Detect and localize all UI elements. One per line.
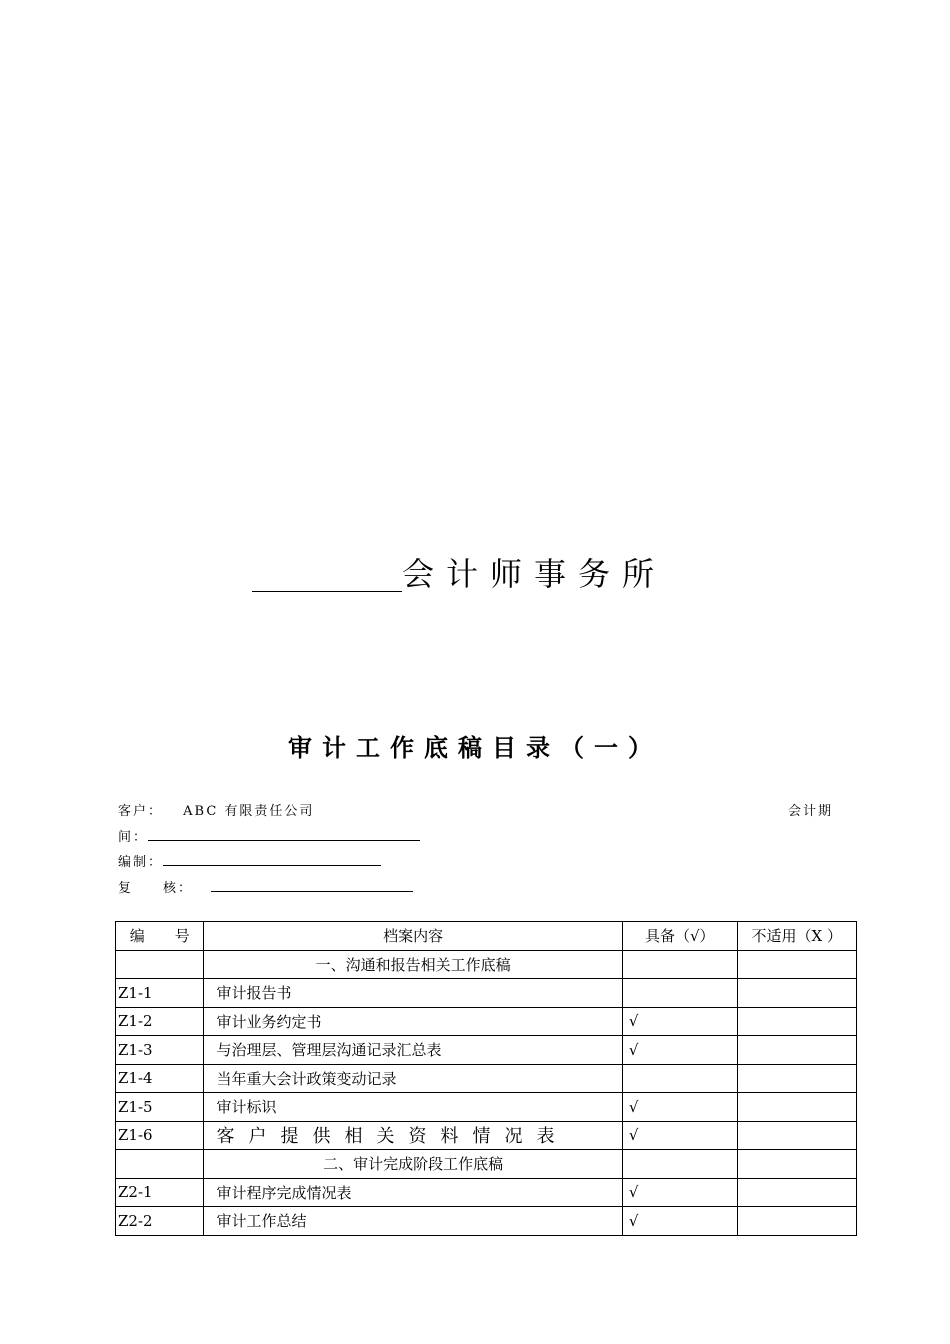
row-not-applicable-mark [737, 1064, 856, 1093]
row-not-applicable-mark [737, 950, 856, 979]
client-label: 客户： [118, 804, 164, 819]
row-content: 当年重大会计政策变动记录 [204, 1064, 622, 1093]
row-available-mark: √ [622, 1036, 737, 1065]
row-content: 客户提供相关资料情况表 [204, 1121, 622, 1150]
header-code: 编 号 [116, 922, 204, 951]
table-header-row [116, 922, 857, 951]
row-not-applicable-mark [737, 1150, 856, 1179]
section-row [116, 1150, 857, 1179]
row-available-mark [622, 1064, 737, 1093]
row-available-mark [622, 950, 737, 979]
prepared-field [163, 853, 381, 866]
row-not-applicable-mark [737, 1093, 856, 1122]
period-label-cont: 间： [118, 830, 149, 845]
table-row [116, 1064, 857, 1093]
row-not-applicable-mark [737, 1178, 856, 1207]
period-line [118, 826, 420, 845]
header-not-applicable: 不适用（X ） [737, 922, 856, 951]
table-row [116, 1093, 857, 1122]
reviewed-line [118, 877, 413, 896]
row-not-applicable-mark [737, 1007, 856, 1036]
table-row [116, 1207, 857, 1236]
firm-name: 会计师事务所 [402, 555, 667, 593]
row-code: Z1-1 [116, 979, 204, 1008]
client-line [118, 800, 314, 819]
row-content: 与治理层、管理层沟通记录汇总表 [204, 1036, 622, 1065]
row-available-mark: √ [622, 1007, 737, 1036]
prepared-line [118, 851, 381, 870]
row-available-mark [622, 979, 737, 1008]
row-code [116, 1150, 204, 1179]
row-not-applicable-mark [737, 1036, 856, 1065]
row-not-applicable-mark [737, 1121, 856, 1150]
row-available-mark: √ [622, 1207, 737, 1236]
row-available-mark: √ [622, 1178, 737, 1207]
firm-heading [252, 552, 712, 596]
row-content: 二、审计完成阶段工作底稿 [204, 1150, 622, 1179]
row-content: 审计业务约定书 [204, 1007, 622, 1036]
directory-table [115, 921, 857, 1236]
section-row [116, 950, 857, 979]
row-not-applicable-mark [737, 979, 856, 1008]
row-content: 审计报告书 [204, 979, 622, 1008]
row-code [116, 950, 204, 979]
table-row [116, 1007, 857, 1036]
table-row [116, 1121, 857, 1150]
table-row [116, 1036, 857, 1065]
row-available-mark: √ [622, 1121, 737, 1150]
page-title: 审计工作底稿目录（一） [288, 734, 662, 762]
row-content: 审计工作总结 [204, 1207, 622, 1236]
row-content: 审计程序完成情况表 [204, 1178, 622, 1207]
reviewed-field [211, 879, 413, 892]
row-code: Z1-4 [116, 1064, 204, 1093]
row-code: Z1-6 [116, 1121, 204, 1150]
reviewed-label: 复 核： [118, 881, 194, 896]
row-code: Z1-3 [116, 1036, 204, 1065]
row-code: Z1-2 [116, 1007, 204, 1036]
row-available-mark: √ [622, 1093, 737, 1122]
row-content: 一、沟通和报告相关工作底稿 [204, 950, 622, 979]
header-content: 档案内容 [204, 922, 622, 951]
firm-name-blank [252, 559, 402, 592]
table-row [116, 979, 857, 1008]
row-available-mark [622, 1150, 737, 1179]
period-label: 会计期 [788, 804, 834, 819]
prepared-label: 编制： [118, 855, 164, 870]
row-code: Z1-5 [116, 1093, 204, 1122]
client-value: ABC 有限责任公司 [183, 804, 315, 819]
row-content: 审计标识 [204, 1093, 622, 1122]
period-field [148, 828, 420, 841]
row-code: Z2-2 [116, 1207, 204, 1236]
table-row [116, 1178, 857, 1207]
header-available: 具备（√） [622, 922, 737, 951]
row-code: Z2-1 [116, 1178, 204, 1207]
row-not-applicable-mark [737, 1207, 856, 1236]
